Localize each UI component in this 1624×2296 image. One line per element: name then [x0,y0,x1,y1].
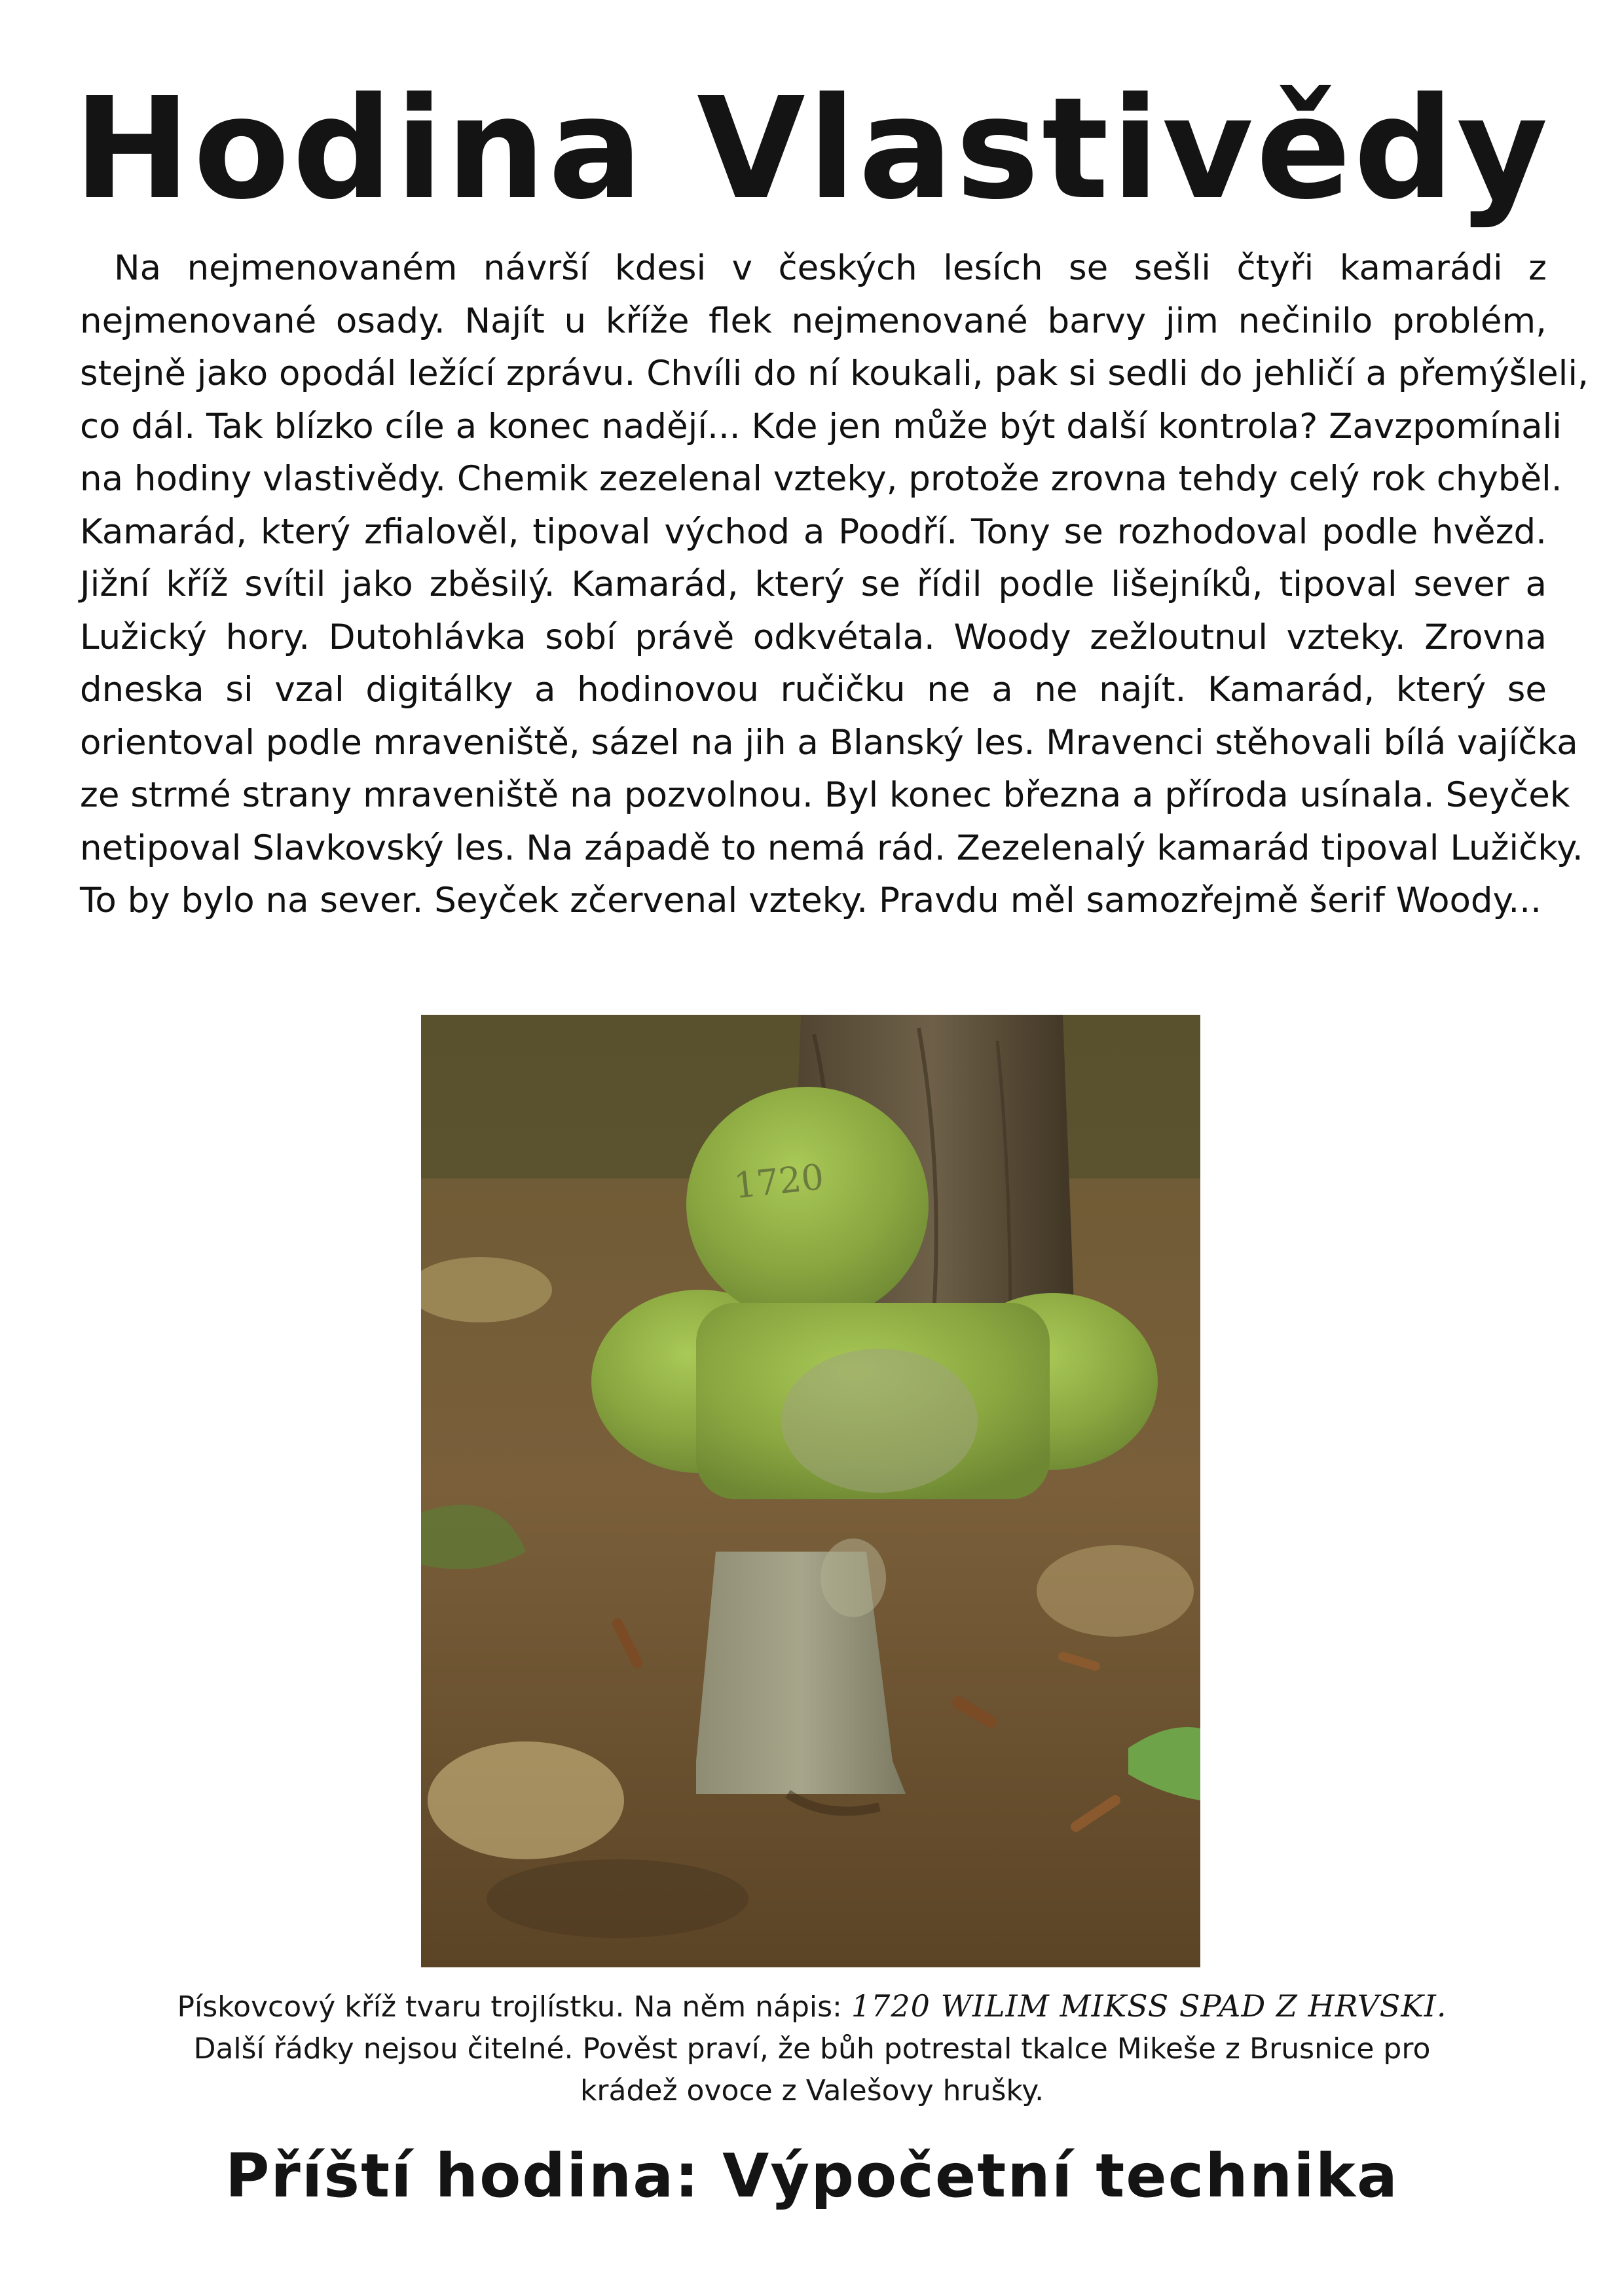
cross-carved-year: 1720 [731,1156,826,1207]
story-line: co dál. Tak blízko cíle a konec nadějí... Kde jen může být další kontrola? Zavzpomínali [80,406,1562,446]
caption-text: Pískovcový kříž tvaru trojlístku. Na něm nápis: [177,1990,842,2024]
story-line: Kamarád, který zfialověl, tipoval východ a Poodří. Tony se rozhodoval podle hvězd. [80,511,1547,552]
caption-inscription: 1720 WILIM MIKSS SPAD Z HRVSKI. [851,1988,1447,2024]
story-text [80,242,1589,928]
story-line: Lužický hory. Dutohlávka sobí právě odkvétala. Woody zežloutnul vzteky. Zrovna [80,617,1547,657]
page-title: Hodina Vlastivědy [73,67,1551,230]
story-line: nejmenované osady. Najít u kříže flek nejmenované barvy jim nečinilo problém, [80,301,1547,341]
caption-line-1 [92,1985,1532,2028]
story-line: stejně jako opodál ležící zprávu. Chvíli do ní koukali, pak si sedli do jehličí a přemýšleli, [80,354,1589,393]
story-line: orientoval podle mraveniště, sázel na jih a Blanský les. Mravenci stěhovali bílá vajíčka [80,722,1578,763]
stone-cross-illustration [421,1015,1200,1967]
caption-line-3: krádež ovoce z Valešovy hrušky. [580,2074,1044,2107]
caption-line-2: Další řádky nejsou čitelné. Pověst praví, že bůh potrestal tkalce Mikeše z Brusnice pro [193,2032,1431,2066]
next-lesson-heading: Příští hodina: Výpočetní technika [225,2141,1399,2211]
story-line: To by bylo na sever. Seyček zčervenal vzteky. Pravdu měl samozřejmě šerif Woody... [80,881,1541,920]
stone-cross-photo [421,1015,1200,1967]
story-line: Jižní kříž svítil jako zběsilý. Kamarád, který se řídil podle lišejníků, tipoval sever a [80,564,1547,604]
story-line: Na nejmenovaném návrší kdesi v českých lesích se sešli čtyři kamarádi z [114,248,1547,288]
story-line: dneska si vzal digitálky a hodinovou ručičku ne a ne najít. Kamarád, který se [80,670,1547,710]
story-line: ze strmé strany mraveniště na pozvolnou. Byl konec března a příroda usínala. Seyček [80,775,1570,815]
story-line: na hodiny vlastivědy. Chemik zezelenal vzteky, protože zrovna tehdy celý rok chyběl. [80,459,1562,499]
story-line: netipoval Slavkovský les. Na západě to nemá rád. Zezelenalý kamarád tipoval Lužičky. [80,828,1583,868]
photo-caption [92,1985,1532,2112]
